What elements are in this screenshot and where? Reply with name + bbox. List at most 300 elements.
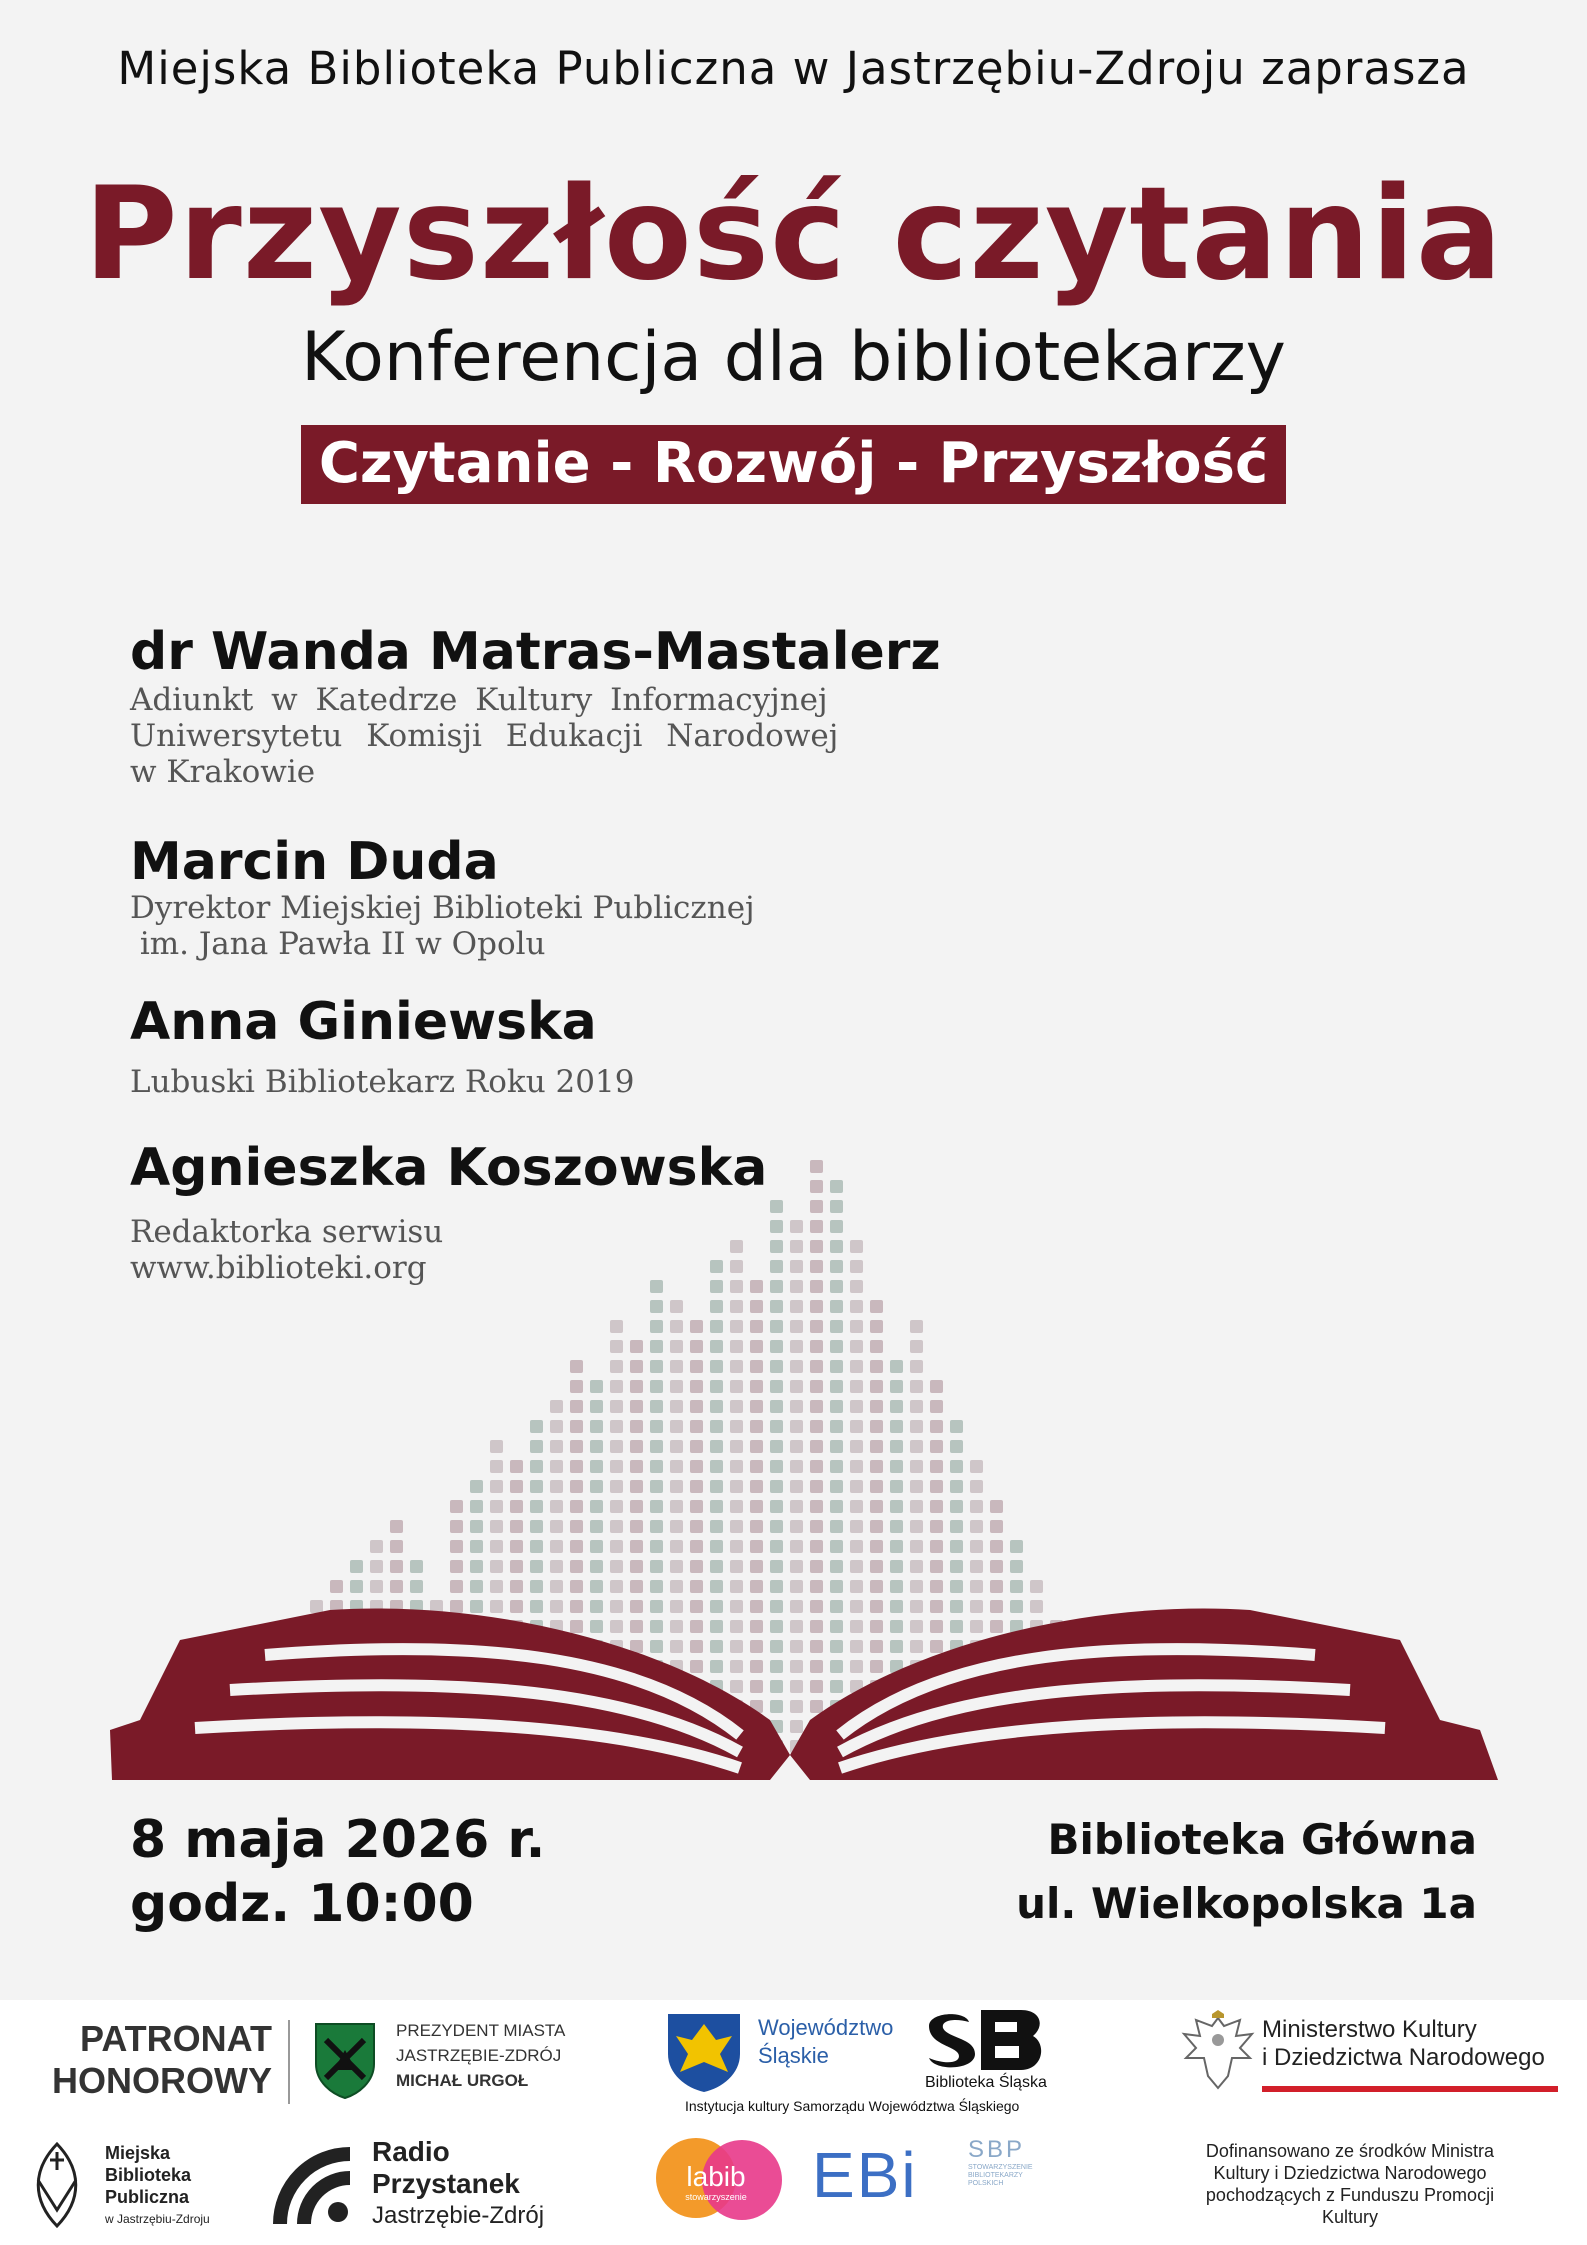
mkidn-line: Ministerstwo Kultury <box>1262 2016 1477 2043</box>
pixel-square <box>570 1460 583 1473</box>
pixel-square <box>530 1520 543 1533</box>
pixel-square <box>630 1520 643 1533</box>
wojewodztwo-label <box>758 2014 893 2070</box>
pixel-square <box>350 1560 363 1573</box>
patronat-label <box>36 2018 272 2102</box>
pixel-square <box>870 1660 883 1673</box>
pixel-square <box>710 1280 723 1293</box>
pixel-square <box>710 1660 723 1673</box>
pixel-square <box>590 1480 603 1493</box>
pixel-square <box>910 1480 923 1493</box>
pixel-square <box>930 1600 943 1613</box>
pixel-square <box>690 1340 703 1353</box>
pixel-square <box>710 1440 723 1453</box>
pixel-square <box>570 1620 583 1633</box>
divider <box>288 2020 290 2104</box>
pixel-square <box>990 1620 1003 1633</box>
pixel-square <box>390 1520 403 1533</box>
pixel-square <box>830 1300 843 1313</box>
pixel-square <box>450 1500 463 1513</box>
pixel-square <box>890 1460 903 1473</box>
pixel-square <box>450 1580 463 1593</box>
pixel-square <box>370 1560 383 1573</box>
pixel-square <box>790 1600 803 1613</box>
pixel-square <box>770 1560 783 1573</box>
pixel-square <box>650 1320 663 1333</box>
pixel-square <box>710 1360 723 1373</box>
mbp-line: Miejska <box>105 2143 171 2163</box>
pixel-square <box>890 1400 903 1413</box>
pixel-square <box>870 1600 883 1613</box>
pixel-square <box>790 1420 803 1433</box>
pixel-square <box>910 1620 923 1633</box>
labib-logo-icon <box>654 2136 784 2222</box>
radio-line: Jastrzębie-Zdrój <box>372 2202 545 2229</box>
pixel-square <box>970 1500 983 1513</box>
pixel-square <box>450 1600 463 1613</box>
pixel-square <box>830 1480 843 1493</box>
venue-name: Biblioteka Główna <box>1047 1815 1477 1864</box>
pixel-square <box>890 1600 903 1613</box>
pixel-square <box>610 1540 623 1553</box>
pixel-square <box>870 1520 883 1533</box>
event-date: 8 maja 2026 r. <box>130 1810 546 1870</box>
labib-text: labib <box>686 2161 746 2192</box>
pixel-square <box>910 1360 923 1373</box>
pixel-square <box>790 1400 803 1413</box>
pixel-square <box>710 1340 723 1353</box>
pixel-square <box>650 1340 663 1353</box>
pixel-square <box>790 1480 803 1493</box>
pixel-square <box>530 1600 543 1613</box>
pixel-square <box>750 1680 763 1693</box>
pixel-square <box>330 1580 343 1593</box>
pixel-square <box>770 1220 783 1233</box>
pixel-square <box>710 1320 723 1333</box>
pixel-square <box>750 1600 763 1613</box>
pixel-square <box>630 1460 643 1473</box>
pixel-square <box>870 1300 883 1313</box>
pixel-square <box>810 1560 823 1573</box>
pixel-square <box>370 1580 383 1593</box>
pixel-square <box>770 1660 783 1673</box>
pixel-square <box>930 1560 943 1573</box>
pixel-square <box>610 1320 623 1333</box>
venue-address: ul. Wielkopolska 1a <box>1016 1879 1477 1928</box>
pixel-square <box>570 1360 583 1373</box>
mkidn-label <box>1262 2016 1545 2072</box>
pixel-square <box>710 1420 723 1433</box>
pixel-square <box>690 1320 703 1333</box>
pixel-square <box>910 1420 923 1433</box>
pixel-square <box>810 1520 823 1533</box>
pixel-square <box>750 1440 763 1453</box>
pixel-square <box>770 1480 783 1493</box>
pixel-square <box>690 1440 703 1453</box>
pixel-square <box>830 1400 843 1413</box>
pixel-square <box>790 1360 803 1373</box>
pixel-square <box>510 1480 523 1493</box>
pixel-square <box>810 1680 823 1693</box>
pixel-square <box>510 1520 523 1533</box>
pixel-square <box>990 1600 1003 1613</box>
pixel-square <box>830 1460 843 1473</box>
pixel-square <box>550 1600 563 1613</box>
pixel-square <box>610 1420 623 1433</box>
pixel-square <box>790 1680 803 1693</box>
pixel-square <box>890 1540 903 1553</box>
pixel-square <box>890 1640 903 1653</box>
pixel-square <box>550 1540 563 1553</box>
speaker-desc-line: www.biblioteki.org <box>130 1250 427 1286</box>
pixel-square <box>810 1260 823 1273</box>
pixel-square <box>870 1440 883 1453</box>
pixel-square <box>750 1420 763 1433</box>
pixel-square <box>550 1460 563 1473</box>
pixel-square <box>910 1580 923 1593</box>
pixel-square <box>930 1580 943 1593</box>
pixel-square <box>810 1620 823 1633</box>
tagline-wrap <box>0 425 1587 504</box>
pixel-square <box>690 1400 703 1413</box>
pixel-square <box>710 1620 723 1633</box>
pixel-square <box>990 1560 1003 1573</box>
pixel-square <box>790 1640 803 1653</box>
pixel-square <box>710 1560 723 1573</box>
pixel-square <box>950 1620 963 1633</box>
pixel-square <box>830 1540 843 1553</box>
radio-line: Radio <box>372 2136 450 2167</box>
pixel-square <box>770 1540 783 1553</box>
patronat-line: PATRONAT <box>80 2018 272 2059</box>
pixel-square <box>730 1400 743 1413</box>
pixel-square <box>670 1300 683 1313</box>
labib-sub: stowarzyszenie <box>685 2192 747 2202</box>
pixel-square <box>610 1480 623 1493</box>
pixel-square <box>590 1580 603 1593</box>
pixel-square <box>930 1460 943 1473</box>
pixel-square <box>890 1420 903 1433</box>
pixel-square <box>730 1380 743 1393</box>
pixel-square <box>550 1400 563 1413</box>
pixel-square <box>490 1540 503 1553</box>
pixel-square <box>910 1600 923 1613</box>
pixel-square <box>890 1380 903 1393</box>
pixel-square <box>570 1580 583 1593</box>
pixel-square <box>830 1640 843 1653</box>
pixel-square <box>750 1400 763 1413</box>
pixel-square <box>770 1420 783 1433</box>
pixel-square <box>890 1580 903 1593</box>
pixel-square <box>970 1540 983 1553</box>
event-time: godz. 10:00 <box>130 1874 474 1934</box>
pixel-square <box>750 1480 763 1493</box>
pixel-square <box>850 1520 863 1533</box>
pixel-square <box>850 1440 863 1453</box>
pixel-square <box>790 1660 803 1673</box>
pixel-square <box>770 1320 783 1333</box>
prez-name: MICHAŁ URGOŁ <box>396 2071 529 2090</box>
pixel-square <box>1010 1580 1023 1593</box>
pixel-square <box>990 1520 1003 1533</box>
pixel-square <box>670 1500 683 1513</box>
pixel-square <box>490 1440 503 1453</box>
speaker-desc-line: w Krakowie <box>130 754 316 790</box>
pixel-square <box>810 1460 823 1473</box>
pixel-square <box>690 1380 703 1393</box>
event-date-block <box>130 1808 545 1936</box>
pixel-square <box>650 1540 663 1553</box>
pixel-square <box>670 1420 683 1433</box>
pixel-square <box>870 1460 883 1473</box>
pixel-square <box>930 1400 943 1413</box>
patronat-line: HONOROWY <box>52 2060 272 2101</box>
open-book-icon <box>110 1608 1498 1780</box>
pixel-square <box>650 1400 663 1413</box>
pixel-square <box>670 1580 683 1593</box>
pixel-square <box>730 1340 743 1353</box>
pixel-square <box>810 1240 823 1253</box>
pixel-square <box>650 1380 663 1393</box>
pixel-square <box>850 1260 863 1273</box>
pixel-square <box>510 1500 523 1513</box>
pixel-square <box>470 1600 483 1613</box>
event-venue-block <box>1016 1808 1477 1936</box>
pixel-square <box>790 1240 803 1253</box>
pixel-square <box>570 1560 583 1573</box>
pixel-square <box>610 1360 623 1373</box>
pixel-square <box>590 1600 603 1613</box>
pixel-square <box>790 1700 803 1713</box>
pixel-square <box>710 1400 723 1413</box>
pixel-square <box>670 1560 683 1573</box>
pixel-square <box>910 1400 923 1413</box>
pixel-square <box>910 1520 923 1533</box>
pixel-square <box>830 1320 843 1333</box>
pixel-square <box>710 1480 723 1493</box>
pixel-square <box>590 1400 603 1413</box>
pixel-square <box>670 1640 683 1653</box>
mbp-label <box>105 2142 210 2230</box>
pixel-square <box>630 1340 643 1353</box>
pixel-square <box>830 1580 843 1593</box>
radio-line: Przystanek <box>372 2168 520 2199</box>
pixel-square <box>810 1380 823 1393</box>
pixel-square <box>870 1340 883 1353</box>
pixel-square <box>690 1360 703 1373</box>
pixel-square <box>890 1520 903 1533</box>
dofinansowano-text: Dofinansowano ze środków Ministra Kultury i Dziedzictwa Narodowego pochodzących z Funduszu Promocji Kultury <box>1205 2141 1495 2227</box>
pixel-square <box>770 1340 783 1353</box>
speaker-desc-line: im. Jana Pawła II w Opolu <box>130 926 546 962</box>
pixel-square <box>810 1360 823 1373</box>
pixel-square <box>850 1620 863 1633</box>
pixel-square <box>570 1600 583 1613</box>
pixel-square <box>590 1520 603 1533</box>
pixel-square <box>730 1580 743 1593</box>
mbp-line: Publiczna <box>105 2187 190 2207</box>
pixel-square <box>590 1540 603 1553</box>
pixel-square <box>870 1500 883 1513</box>
pixel-square <box>930 1380 943 1393</box>
pixel-square <box>630 1500 643 1513</box>
pixel-square <box>790 1720 803 1733</box>
mbp-logo-icon <box>22 2140 92 2230</box>
pixel-square <box>650 1360 663 1373</box>
pixel-square <box>810 1180 823 1193</box>
pixel-square <box>810 1480 823 1493</box>
pixel-square <box>750 1660 763 1673</box>
pixel-square <box>930 1620 943 1633</box>
speaker-desc-line: Adiunkt w Katedrze Kultury Informacyjnej <box>130 682 828 718</box>
pixel-square <box>990 1540 1003 1553</box>
pixel-square <box>830 1240 843 1253</box>
pixel-square <box>650 1440 663 1453</box>
pixel-square <box>610 1600 623 1613</box>
pixel-square <box>610 1340 623 1353</box>
sbp-logo: SBP <box>968 2136 1026 2163</box>
pixel-square <box>650 1420 663 1433</box>
pixel-square <box>790 1220 803 1233</box>
pixel-square <box>670 1380 683 1393</box>
pixel-square <box>590 1440 603 1453</box>
pixel-square <box>790 1540 803 1553</box>
pixel-square <box>930 1540 943 1553</box>
pixel-square <box>730 1240 743 1253</box>
pixel-square <box>890 1360 903 1373</box>
page-title: Przyszłość czytania <box>83 160 1504 309</box>
speaker-name: Anna Giniewska <box>130 992 597 1052</box>
pixel-square <box>950 1520 963 1533</box>
pixel-square <box>830 1620 843 1633</box>
pixel-square <box>790 1460 803 1473</box>
pixel-square <box>710 1380 723 1393</box>
pixel-square <box>650 1620 663 1633</box>
pixel-square <box>610 1560 623 1573</box>
pixel-square <box>750 1620 763 1633</box>
pixel-square <box>830 1260 843 1273</box>
pixel-square <box>730 1460 743 1473</box>
pixel-square <box>770 1600 783 1613</box>
pixel-square <box>690 1420 703 1433</box>
pixel-square <box>990 1580 1003 1593</box>
pixel-square <box>650 1300 663 1313</box>
pixel-square <box>970 1580 983 1593</box>
speaker-name: Marcin Duda <box>130 832 499 892</box>
pixel-square <box>810 1340 823 1353</box>
pixel-square <box>670 1320 683 1333</box>
pixel-square <box>690 1460 703 1473</box>
pixel-square <box>630 1600 643 1613</box>
pixel-square <box>490 1560 503 1573</box>
pixel-square <box>850 1420 863 1433</box>
pixel-square <box>650 1480 663 1493</box>
pixel-square <box>830 1180 843 1193</box>
pixel-square <box>730 1480 743 1493</box>
pixel-square <box>410 1580 423 1593</box>
pixel-square <box>810 1400 823 1413</box>
pixel-square <box>870 1360 883 1373</box>
pixel-square <box>750 1540 763 1553</box>
pixel-square <box>870 1380 883 1393</box>
pixel-square <box>590 1420 603 1433</box>
woj-line: Śląskie <box>758 2043 829 2068</box>
pixel-square <box>610 1380 623 1393</box>
pixel-square <box>370 1540 383 1553</box>
pixel-square <box>850 1280 863 1293</box>
pixel-square <box>850 1460 863 1473</box>
pixel-square <box>610 1500 623 1513</box>
pixel-square <box>730 1360 743 1373</box>
pixel-square <box>630 1440 643 1453</box>
pixel-square <box>910 1460 923 1473</box>
pixel-square <box>730 1600 743 1613</box>
pixel-square <box>810 1660 823 1673</box>
pixel-square <box>450 1560 463 1573</box>
pixel-square <box>930 1500 943 1513</box>
pixel-square <box>510 1460 523 1473</box>
pixel-square <box>490 1500 503 1513</box>
pixel-square <box>930 1640 943 1653</box>
pixel-square <box>550 1480 563 1493</box>
speaker-name: Agnieszka Koszowska <box>130 1138 768 1198</box>
pixel-square <box>490 1480 503 1493</box>
pixel-square <box>690 1540 703 1553</box>
pixel-square <box>970 1480 983 1493</box>
pixel-square <box>690 1520 703 1533</box>
pixel-square <box>530 1560 543 1573</box>
pixel-square <box>950 1460 963 1473</box>
pixel-square <box>750 1520 763 1533</box>
pixel-square <box>750 1280 763 1293</box>
pixel-square <box>750 1580 763 1593</box>
pixel-square <box>670 1340 683 1353</box>
pixel-square <box>790 1320 803 1333</box>
pixel-square <box>570 1440 583 1453</box>
pixel-square <box>1010 1600 1023 1613</box>
pixel-square <box>650 1600 663 1613</box>
slaskie-crest-icon <box>662 2010 746 2094</box>
pixel-square <box>830 1420 843 1433</box>
pixel-square <box>850 1600 863 1613</box>
pixel-square <box>610 1400 623 1413</box>
pixel-square <box>710 1540 723 1553</box>
pixel-square <box>550 1580 563 1593</box>
pixel-square <box>750 1340 763 1353</box>
pixel-square <box>550 1560 563 1573</box>
pixel-square <box>790 1380 803 1393</box>
pixel-square <box>630 1540 643 1553</box>
pixel-square <box>650 1640 663 1653</box>
pixel-square <box>890 1440 903 1453</box>
instytucja-label: Instytucja kultury Samorządu Województwa Śląskiego <box>685 2098 1020 2114</box>
pixel-square <box>670 1540 683 1553</box>
pixel-square <box>850 1380 863 1393</box>
pixel-square <box>650 1460 663 1473</box>
pixel-square <box>770 1400 783 1413</box>
page-subtitle: Konferencja dla bibliotekarzy <box>301 318 1286 397</box>
pixel-square <box>750 1300 763 1313</box>
pixel-square <box>810 1420 823 1433</box>
pixel-square <box>950 1480 963 1493</box>
pixel-square <box>730 1620 743 1633</box>
pixel-square <box>830 1340 843 1353</box>
mbp-line: Biblioteka <box>105 2165 192 2185</box>
mbp-line: w Jastrzębiu-Zdroju <box>105 2212 210 2226</box>
pixel-square <box>870 1320 883 1333</box>
pixel-square <box>750 1380 763 1393</box>
pixel-square <box>390 1540 403 1553</box>
